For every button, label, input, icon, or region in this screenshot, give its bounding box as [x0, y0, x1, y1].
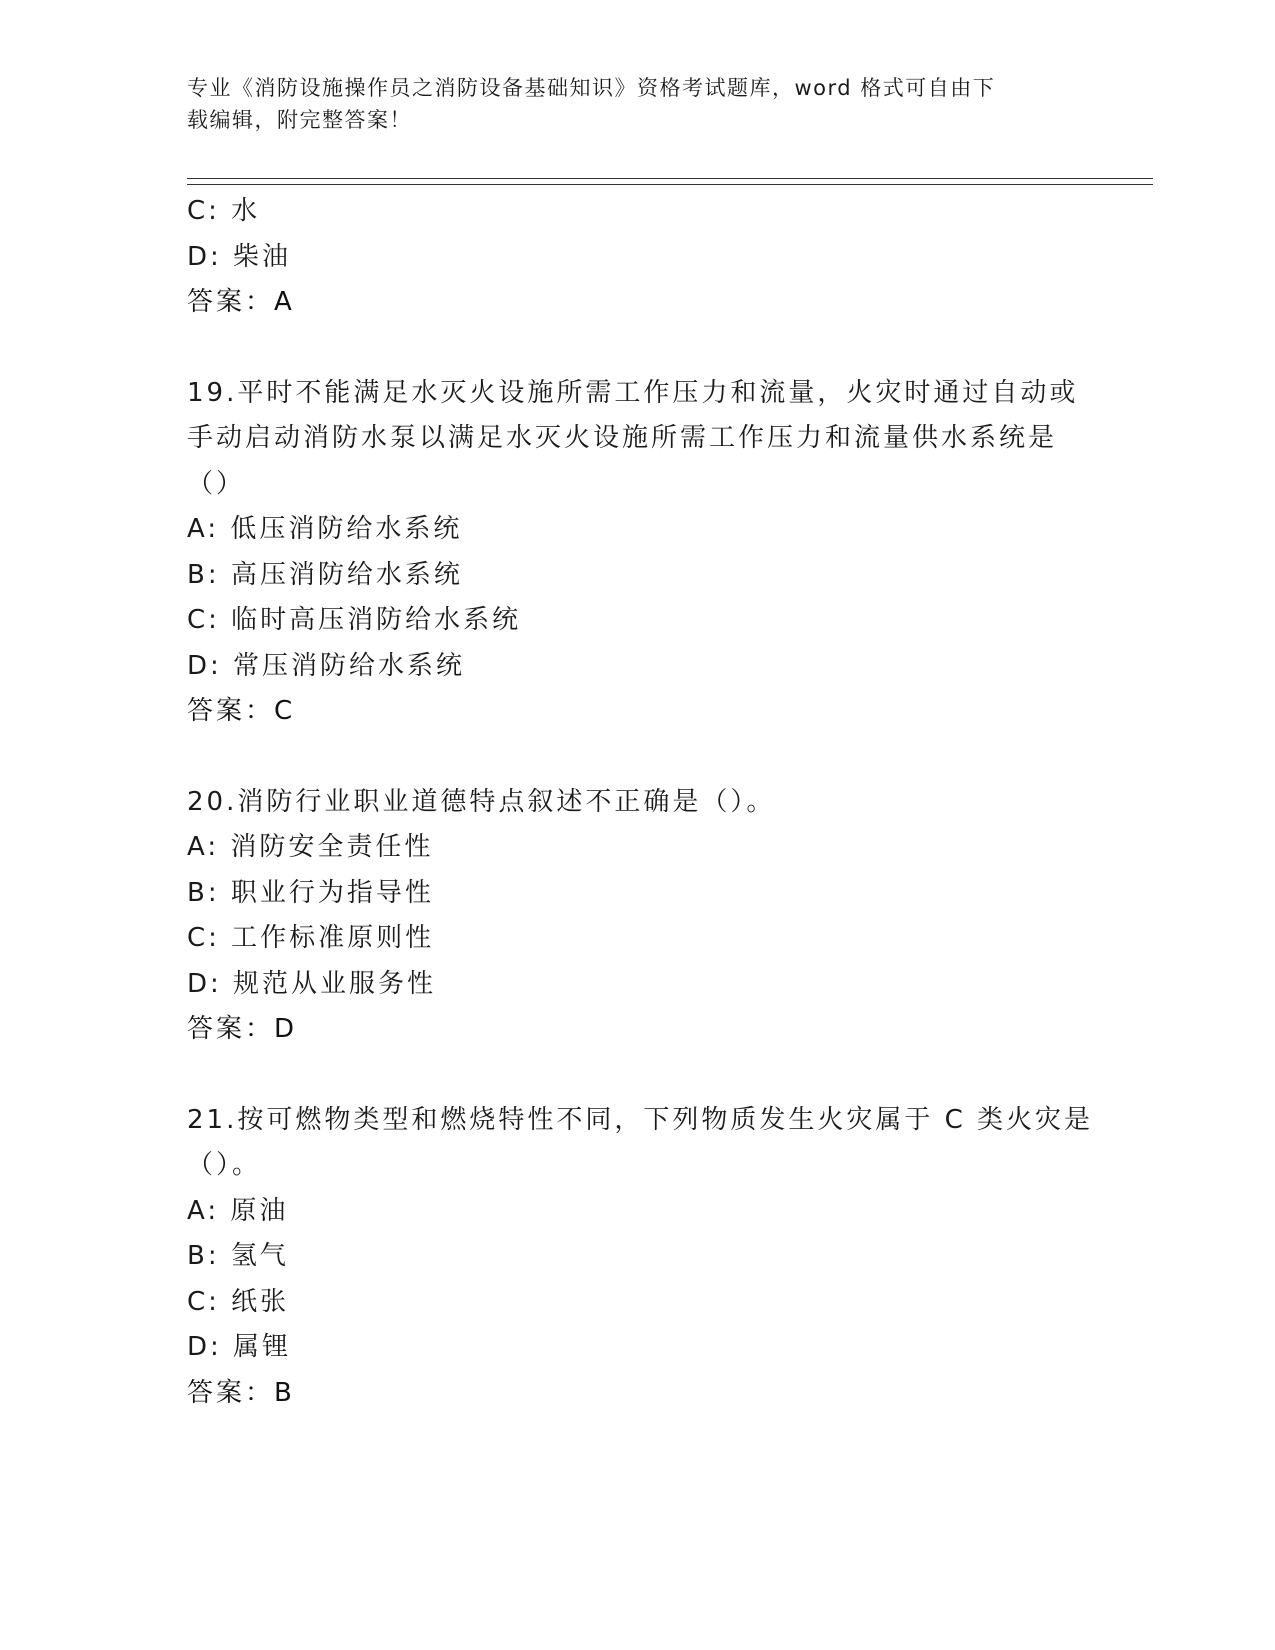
- option-b: B: 氢气: [187, 1241, 289, 1271]
- question-text-line: 手动启动消防水泵以满足水灭火设施所需工作压力和流量供水系统是: [187, 423, 1058, 453]
- spacer: [187, 735, 1067, 780]
- question-text-line: 21.按可燃物类型和燃烧特性不同，下列物质发生火灾属于 C 类火灾是: [187, 1104, 1094, 1135]
- header-line-1: 专业《消防设施操作员之消防设备基础知识》资格考试题库，word 格式可自由下: [187, 76, 996, 100]
- question-text-line: 20.消防行业职业道德特点叙述不正确是（）。: [187, 786, 776, 817]
- question-19: [187, 371, 1079, 735]
- option-c: C: 工作标准原则性: [187, 923, 435, 953]
- spacer: [187, 1053, 1067, 1098]
- question-content: [187, 189, 1094, 1416]
- option-a: A: 低压消防给水系统: [187, 514, 463, 544]
- option-c: C: 纸张: [187, 1286, 290, 1317]
- option-c: C: 临时高压消防给水系统: [187, 605, 522, 635]
- answer-line: 答案：A: [187, 287, 295, 317]
- answer-line: 答案：D: [187, 1014, 298, 1044]
- header-divider: [187, 178, 1153, 185]
- spacer: [187, 326, 1067, 371]
- option-c: C: 水: [187, 196, 261, 226]
- document-header: [187, 72, 1067, 136]
- header-line-2: 载编辑，附完整答案！: [187, 108, 412, 132]
- question-text-line: （）: [187, 468, 246, 499]
- option-a: A: 消防安全责任性: [187, 832, 434, 862]
- question-text-line: 19.平时不能满足水灭火设施所需工作压力和流量，火灾时通过自动或: [187, 377, 1079, 408]
- option-d: D: 常压消防给水系统: [187, 650, 466, 681]
- question-text-line: （）。: [187, 1150, 262, 1180]
- option-d: D: 柴油: [187, 241, 292, 272]
- option-b: B: 高压消防给水系统: [187, 559, 463, 590]
- answer-line: 答案：C: [187, 696, 296, 726]
- answer-line: 答案：B: [187, 1377, 295, 1408]
- question-21: [187, 1098, 1094, 1417]
- option-b: B: 职业行为指导性: [187, 877, 434, 908]
- question-20: [187, 780, 1067, 1053]
- option-d: D: 属锂: [187, 1332, 292, 1362]
- partial-question: [187, 189, 1067, 326]
- option-d: D: 规范从业服务性: [187, 968, 437, 999]
- option-a: A: 原油: [187, 1195, 289, 1226]
